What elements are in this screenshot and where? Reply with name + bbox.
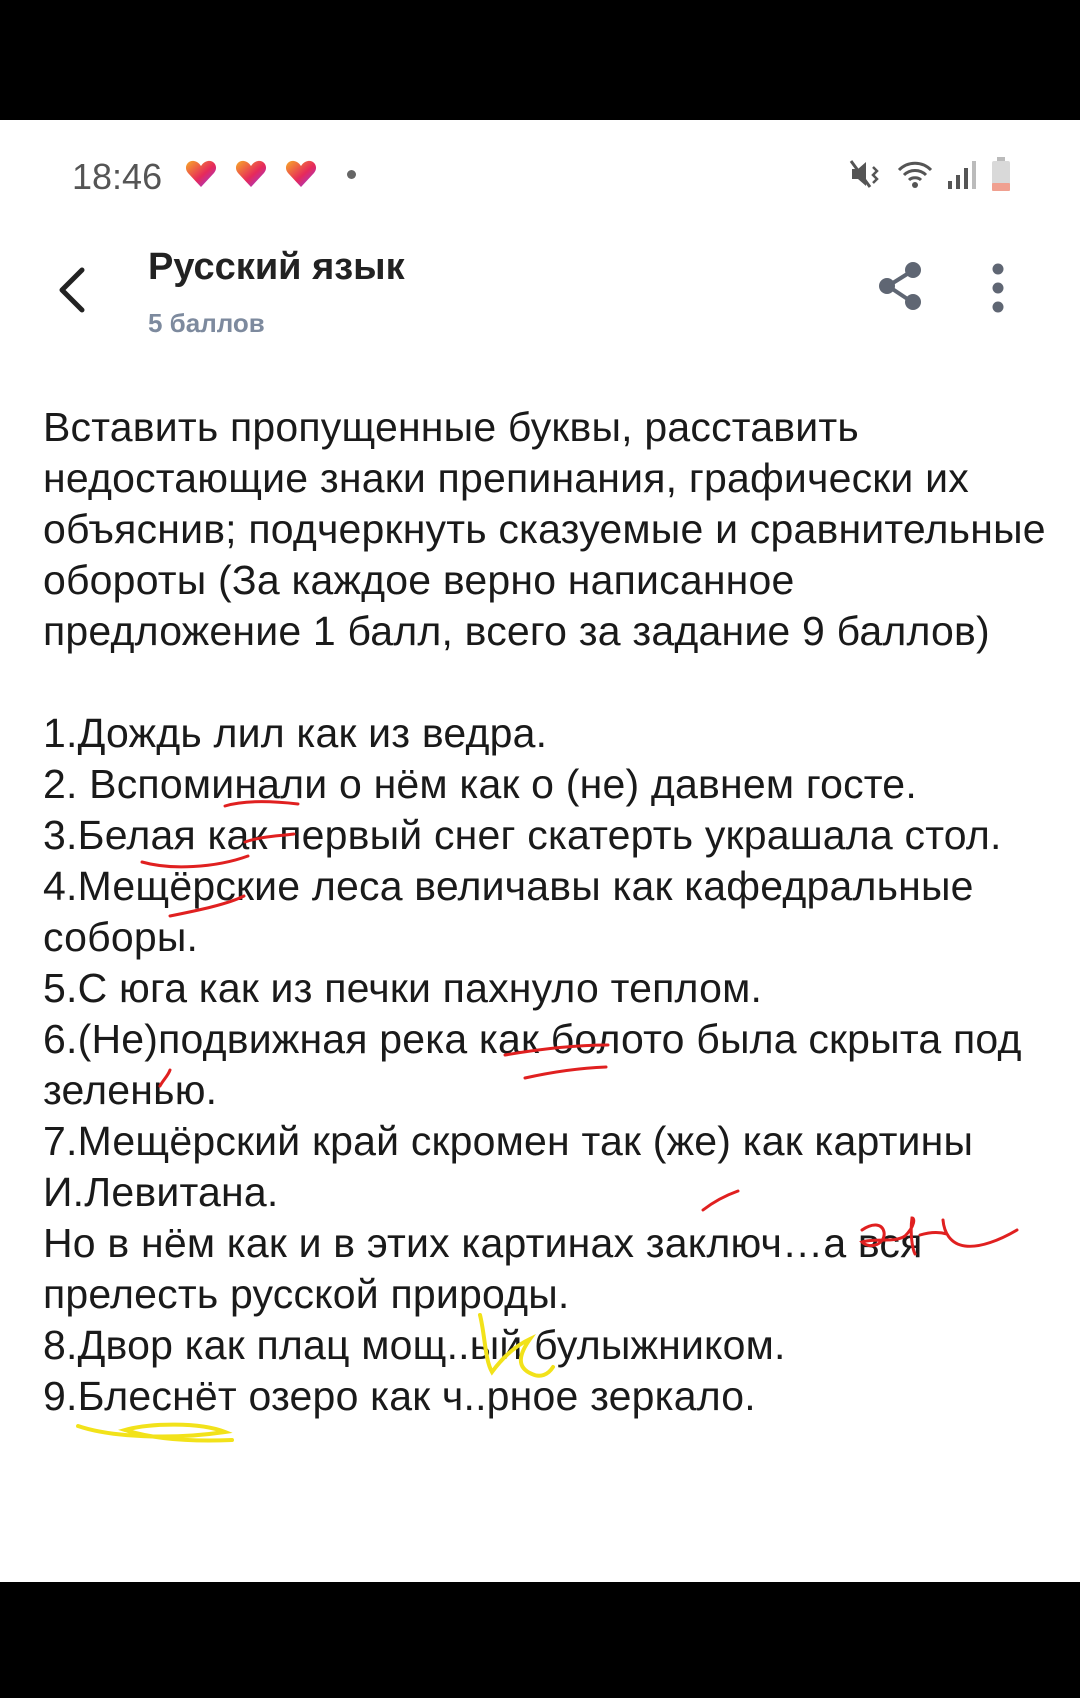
question-body: [43, 402, 1053, 1422]
sentence-2: 2. Вспоминали о нём как о (не) давнем госте.: [43, 761, 917, 807]
back-arrow-icon[interactable]: [52, 260, 92, 320]
heart-icon: [285, 160, 317, 188]
task-text: Вставить пропущенные буквы, расставить недостающие знаки препинания, графически их объяснив; подчеркнуть сказуемые и сравнительные обороты (За каждое верно написанное предложение 1 балл, всего за задание 9 баллов): [43, 404, 1046, 654]
highlight-mark: [78, 1425, 232, 1441]
wifi-icon: [896, 157, 934, 191]
sentence-8: 8.Двор как плац мощ..ый булыжником.: [43, 1322, 786, 1368]
signal-icon: [946, 157, 978, 191]
screen: [0, 120, 1080, 1582]
sentence-7: 7.Мещёрский край скромен так (же) как картины И.Левитана.: [43, 1118, 974, 1215]
sentence-6: 6.(Не)подвижная река как болото была скрыта под зеленью.: [43, 1016, 1022, 1113]
heart-icon: [185, 160, 217, 188]
more-notifications-dot: [347, 170, 356, 179]
sentence-4: 4.Мещёрские леса величавы как кафедральные соборы.: [43, 863, 974, 960]
sentence-7-continued: Но в нём как и в этих картинах заключ…а вся прелесть русской природы.: [43, 1220, 923, 1317]
sentence-5: 5.С юга как из печки пахнуло теплом.: [43, 965, 763, 1011]
subject-title: Русский язык: [148, 246, 405, 288]
share-icon[interactable]: [874, 258, 926, 314]
points-label: 5 баллов: [148, 308, 265, 338]
mute-vibrate-icon: [848, 157, 884, 191]
system-icons: [848, 156, 1012, 192]
status-bar: [0, 120, 1080, 230]
sentence-list: [43, 708, 1053, 1422]
sentence-3: 3.Белая как первый снег скатерть украшала стол.: [43, 812, 1002, 858]
question-task: [43, 402, 1053, 657]
app-header: [0, 230, 1080, 350]
battery-icon: [990, 156, 1012, 192]
status-time: 18:46: [72, 156, 163, 197]
sentence-1: 1.Дождь лил как из ведра.: [43, 710, 548, 756]
sentence-9: 9.Блеснёт озеро как ч..рное зеркало.: [43, 1373, 756, 1419]
more-options-icon[interactable]: [990, 262, 1006, 314]
heart-icon: [235, 160, 267, 188]
notification-icons: [185, 160, 356, 188]
